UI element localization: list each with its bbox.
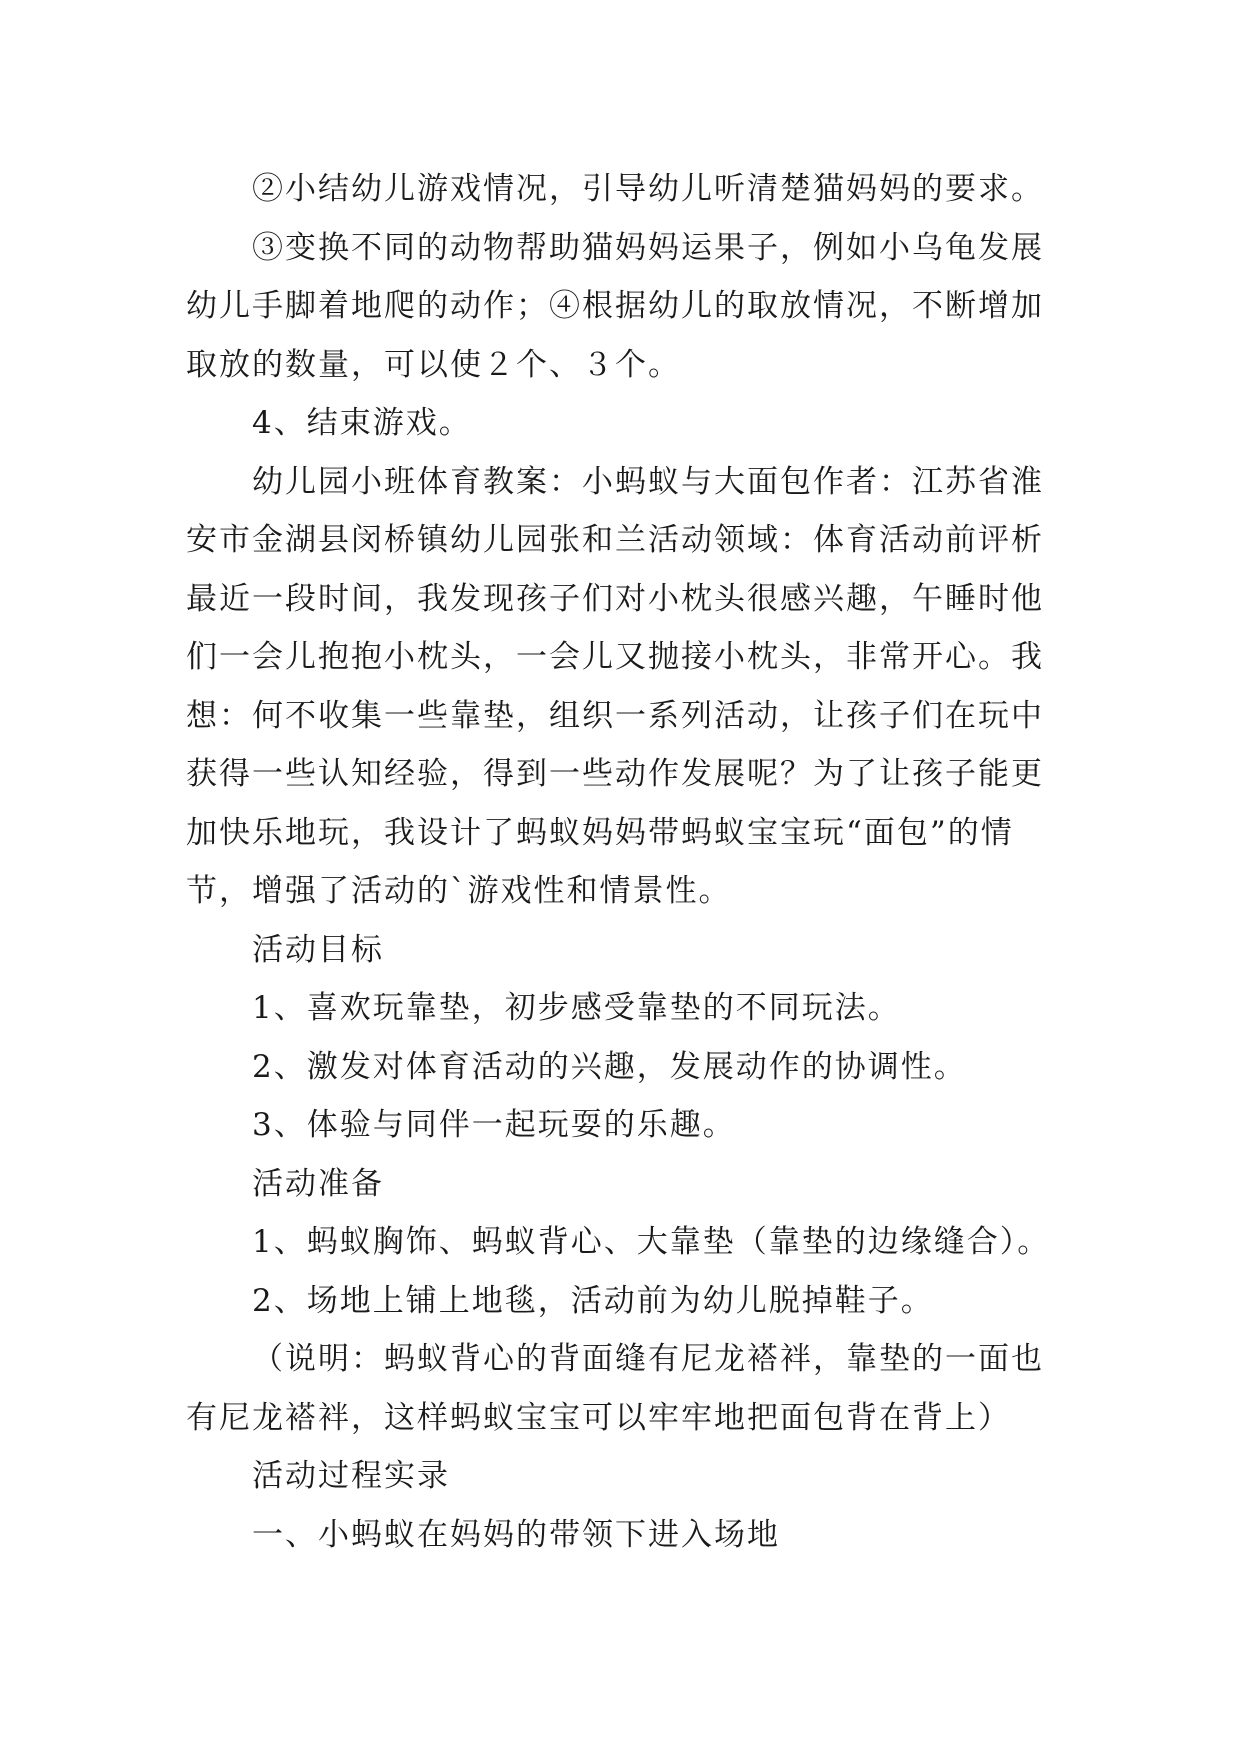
paragraph-end-game: 4、结束游戏。 <box>252 405 472 441</box>
paragraph-change-animals: ③变换不同的动物帮助猫妈妈运果子，例如小乌龟发展幼儿手脚着地爬的动作；④根据幼儿的取放情况，不断增加取放的数量，可以使２个、３个。 <box>186 229 1044 383</box>
paragraph-lesson-intro: 幼儿园小班体育教案：小蚂蚁与大面包作者：江苏省淮安市金湖县闵桥镇幼儿园张和兰活动领域：体育活动前评析最近一段时间，我发现孩子们对小枕头很感兴趣，午睡时他们一会儿抱抱小枕头，一会儿又抛接小枕头，非常开心。我想：何不收集一些靠垫，组织一系列活动，让孩子们在玩中获得一些认知经验，得到一些动作发展呢？为了让孩子能更加快乐地玩，我设计了蚂蚁妈妈带蚂蚁宝宝玩“面包”的情节，增强了活动的`游戏性和情景性。 <box>186 463 1044 909</box>
preparation-note: （说明：蚂蚁背心的背面缝有尼龙褡袢，靠垫的一面也有尼龙褡袢，这样蚂蚁宝宝可以牢牢地把面包背在背上） <box>186 1341 1044 1436</box>
goal-item-3: 3、体验与同伴一起玩耍的乐趣。 <box>252 1107 736 1143</box>
heading-activity-process: 活动过程实录 <box>252 1458 450 1494</box>
preparation-item-2: 2、场地上铺上地毯，活动前为幼儿脱掉鞋子。 <box>252 1282 934 1319</box>
heading-activity-preparation: 活动准备 <box>252 1165 384 1202</box>
goal-item-2: 2、激发对体育活动的兴趣，发展动作的协调性。 <box>252 1048 967 1085</box>
process-step-1: 一、小蚂蚁在妈妈的带领下进入场地 <box>252 1516 780 1553</box>
paragraph-summary-game: ②小结幼儿游戏情况，引导幼儿听清楚猫妈妈的要求。 <box>252 171 1044 207</box>
goal-item-1: 1、喜欢玩靠垫，初步感受靠垫的不同玩法。 <box>252 990 901 1026</box>
heading-activity-goals: 活动目标 <box>252 931 384 968</box>
document-body <box>186 160 1056 1564</box>
preparation-item-1: 1、蚂蚁胸饰、蚂蚁背心、大靠垫（靠垫的边缘缝合）。 <box>252 1224 1051 1260</box>
